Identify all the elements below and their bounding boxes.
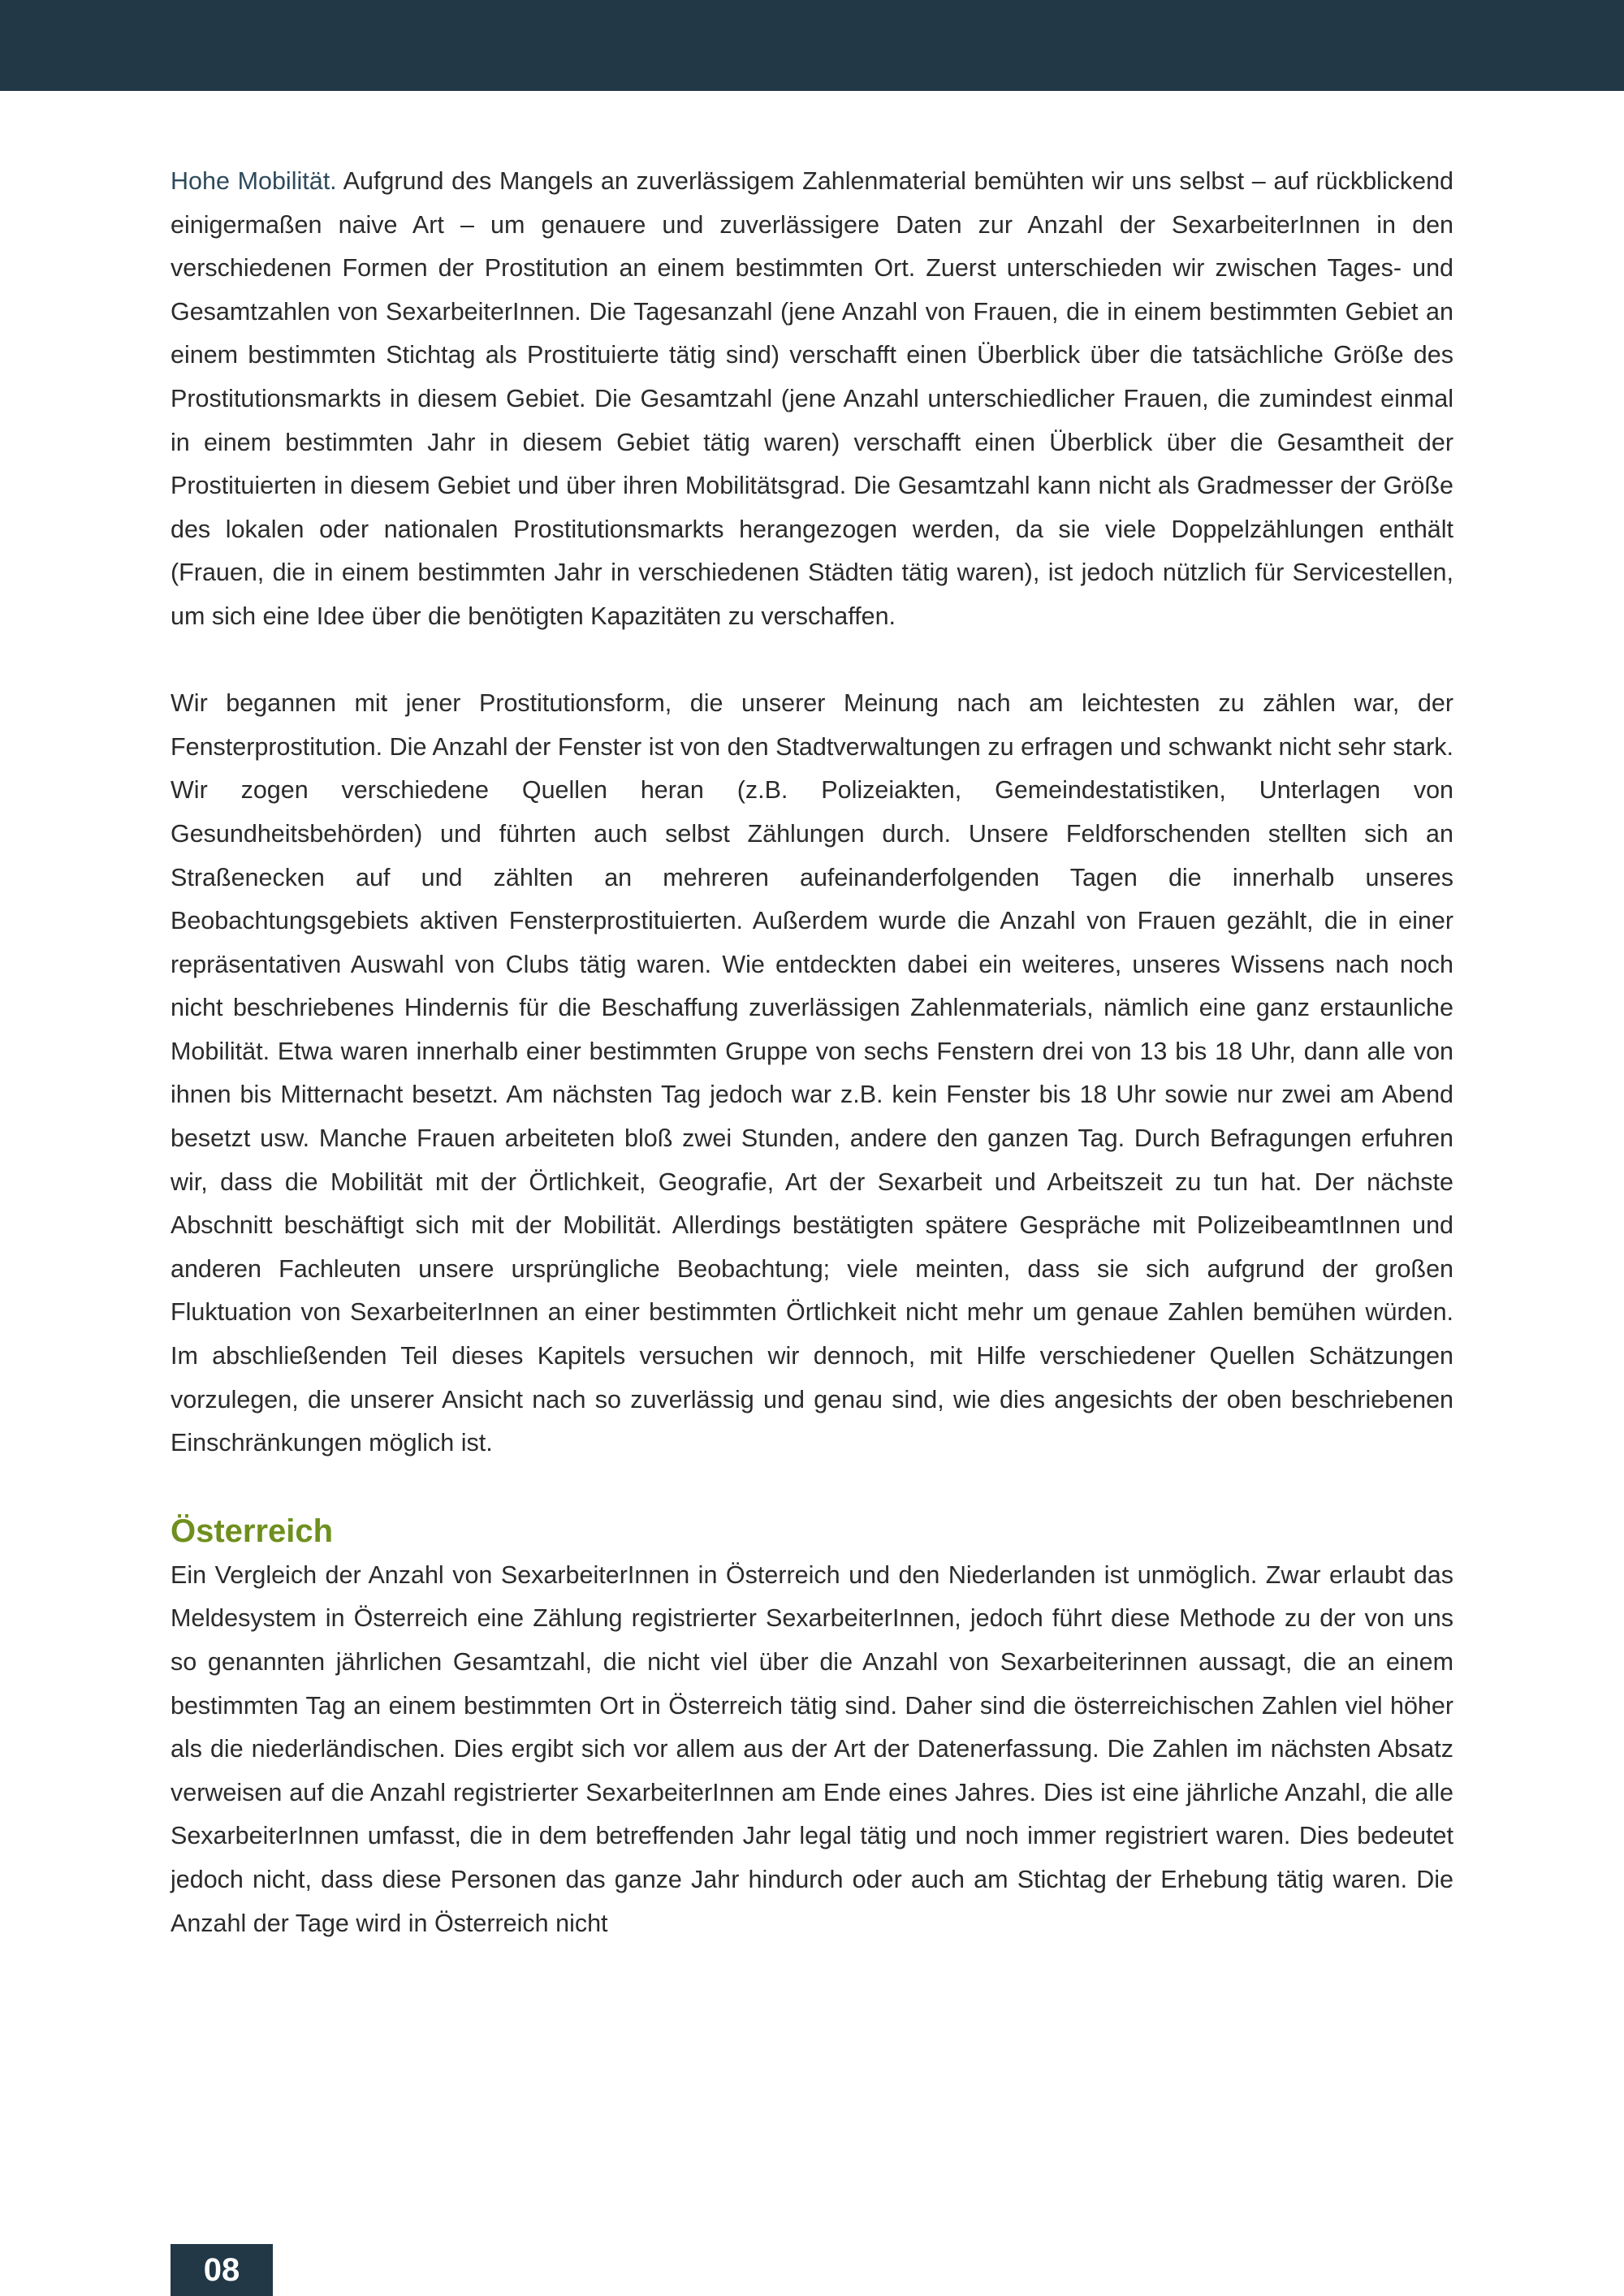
- paragraph-oesterreich: Ein Vergleich der Anzahl von SexarbeiterInnen in Österreich und den Niederlanden ist unmöglich. Zwar erlaubt das Meldesystem in Österreich eine Zählung registrierter SexarbeiterInnen, jedoch führt diese Methode zu der von uns so genannten jährlichen Gesamtzahl, die nicht viel über die Anzahl von Sexarbeiterinnen aussagt, die an einem bestimmten Tag an einem bestimmten Ort in Österreich tätig sind. Daher sind die österreichischen Zahlen viel höher als die niederländischen. Dies ergibt sich vor allem aus der Art der Datenerfassung. Die Zahlen im nächsten Absatz verweisen auf die Anzahl registrierter SexarbeiterInnen am Ende eines Jahres. Dies ist eine jährliche Anzahl, die alle SexarbeiterInnen umfasst, die in dem betreffenden Jahr legal tätig und noch immer registriert waren. Dies bedeutet jedoch nicht, dass diese Personen das ganze Jahr hindurch oder auch am Stichtag der Erhebung tätig waren. Die Anzahl der Tage wird in Österreich nicht: [171, 1560, 1453, 1937]
- page-number: 08: [171, 2244, 273, 2296]
- paragraph-spacer: [171, 639, 1453, 683]
- paragraph-window-prostitution: Wir begannen mit jener Prostitutionsform, die unserer Meinung nach am leichtesten zu zählen war, der Fensterprostitution. Die Anzahl der Fenster ist von den Stadtverwaltungen zu erfragen und schwankt nicht sehr stark. Wir zogen verschiedene Quellen heran (z.B. Polizeiakten, Gemeindestatistiken, Unterlagen von Gesundheitsbehörden) und führten auch selbst Zählungen durch. Unsere Feldforschenden stellten sich an Straßenecken auf und zählten an mehreren aufeinanderfolgenden Tagen die innerhalb unseres Beobachtungsgebiets aktiven Fensterprostituierten. Außerdem wurde die Anzahl von Frauen gezählt, die in einer repräsentativen Auswahl von Clubs tätig waren. Wie entdeckten dabei ein weiteres, unseres Wissens nach noch nicht beschriebenes Hindernis für die Beschaffung zuverlässigen Zahlenmaterials, nämlich eine ganz erstaunliche Mobilität. Etwa waren innerhalb einer bestimmten Gruppe von sechs Fenstern drei von 13 bis 18 Uhr, dann alle von ihnen bis Mitternacht besetzt. Am nächsten Tag jedoch war z.B. kein Fenster bis 18 Uhr sowie nur zwei am Abend besetzt usw. Manche Frauen arbeiteten bloß zwei Stunden, andere den ganzen Tag. Durch Befragungen erfuhren wir, dass die Mobilität mit der Örtlichkeit, Geografie, Art der Sexarbeit und Arbeitszeit zu tun hat. Der nächste Abschnitt beschäftigt sich mit der Mobilität. Allerdings bestätigten spätere Gespräche mit PolizeibeamtInnen und anderen Fachleuten unsere ursprüngliche Beobachtung; viele meinten, dass sie sich aufgrund der großen Fluktuation von SexarbeiterInnen an einer bestimmten Örtlichkeit nicht mehr um genaue Zahlen bemühen würden. Im abschließenden Teil dieses Kapitels versuchen wir dennoch, mit Hilfe verschiedener Quellen Schätzungen vorzulegen, die unserer Ansicht nach so zuverlässig und genau sind, wie dies angesichts der oben beschriebenen Einschränkungen möglich ist.: [171, 689, 1453, 1457]
- header-band: [0, 0, 1624, 91]
- lead-in-label: Hohe Mobilität.: [171, 167, 337, 195]
- paragraph-mobility-text: Aufgrund des Mangels an zuverlässigem Zahlenmaterial bemühten wir uns selbst – auf rückblickend einigermaßen naive Art – um genauere und zuverlässigere Daten zur Anzahl der SexarbeiterInnen in den verschiedenen Formen der Prostitution an einem bestimmten Ort. Zuerst unterschieden wir zwischen Tages- und Gesamtzahlen von SexarbeiterInnen. Die Tagesanzahl (jene Anzahl von Frauen, die in einem bestimmten Gebiet an einem bestimmten Stichtag als Prostituierte tätig sind) verschafft einen Überblick über die tatsächliche Größe des Prostitutionsmarkts in diesem Gebiet. Die Gesamtzahl (jene Anzahl unterschiedlicher Frauen, die zumindest einmal in einem bestimmten Jahr in diesem Gebiet tätig waren) verschafft einen Überblick über die Gesamtheit der Prostituierten in diesem Gebiet und über ihren Mobilitätsgrad. Die Gesamtzahl kann nicht als Gradmesser der Größe des lokalen oder nationalen Prostitutionsmarkts herangezogen werden, da sie viele Doppelzählungen enthält (Frauen, die in einem bestimmten Jahr in verschiedenen Städten tätig waren), ist jedoch nützlich für Servicestellen, um sich eine Idee über die benötigten Kapazitäten zu verschaffen.: [171, 167, 1453, 630]
- page-content: [171, 160, 1453, 1945]
- section-heading-oesterreich: Österreich: [171, 1513, 334, 1549]
- paragraph-mobility: [171, 160, 1453, 639]
